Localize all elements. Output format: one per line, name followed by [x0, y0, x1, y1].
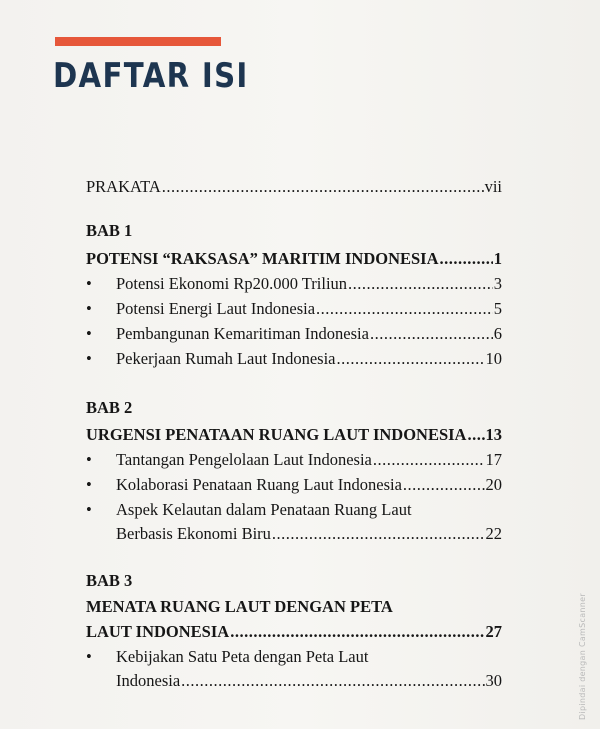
toc-entry-label-line2: Indonesia [116, 671, 181, 690]
chapter-page: 1 [493, 249, 502, 268]
chapter-title-bab-1[interactable] [86, 248, 502, 270]
chapter-title-text: URGENSI PENATAAN RUANG LAUT INDONESIA [86, 425, 467, 444]
dot-leader [373, 449, 485, 471]
toc-entry-page: vii [484, 177, 502, 196]
toc-entry-label: Pembangunan Kemaritiman Indonesia [116, 324, 369, 343]
dot-leader [316, 298, 493, 320]
toc-entry-page: 5 [493, 299, 502, 318]
toc-entry-label-line1[interactable]: Kebijakan Satu Peta dengan Peta Laut [116, 647, 369, 666]
dot-leader [272, 523, 485, 545]
bullet-icon: • [86, 349, 92, 368]
toc-entry-label: Tantangan Pengelolaan Laut Indonesia [116, 450, 372, 469]
toc-entry[interactable] [116, 323, 502, 345]
chapter-page: 27 [485, 622, 502, 641]
bullet-icon: • [86, 274, 92, 293]
dot-leader [230, 621, 484, 643]
dot-leader [440, 248, 493, 270]
toc-entry-label: Potensi Energi Laut Indonesia [116, 299, 316, 318]
bullet-icon: • [86, 500, 92, 519]
toc-entry-label: Pekerjaan Rumah Laut Indonesia [116, 349, 336, 368]
chapter-title-text: POTENSI “RAKSASA” MARITIM INDONESIA [86, 249, 439, 268]
toc-entry-label-line1[interactable]: Aspek Kelautan dalam Penataan Ruang Laut [116, 500, 412, 519]
toc-entry-label-line2: Berbasis Ekonomi Biru [116, 524, 271, 543]
chapter-title-bab-2[interactable] [86, 424, 502, 446]
table-of-contents [86, 0, 502, 729]
dot-leader [467, 424, 484, 446]
toc-entry-page: 3 [493, 274, 502, 293]
toc-entry[interactable] [116, 474, 502, 496]
toc-entry-label: Potensi Ekonomi Rp20.000 Triliun [116, 274, 348, 293]
page-title: DAFTAR ISI [53, 56, 249, 96]
bullet-icon: • [86, 647, 92, 666]
chapter-title-bab-3[interactable] [86, 621, 502, 643]
toc-entry-page: 6 [493, 324, 502, 343]
toc-entry[interactable] [116, 273, 502, 295]
chapter-label-bab-2: BAB 2 [86, 398, 133, 417]
toc-entry-page: 22 [485, 524, 502, 543]
chapter-label-bab-1: BAB 1 [86, 221, 133, 240]
toc-entry-prakata[interactable] [86, 176, 502, 198]
toc-entry-label: PRAKATA [86, 177, 161, 196]
bullet-icon: • [86, 324, 92, 343]
chapter-title-bab-3-line1[interactable]: MENATA RUANG LAUT DENGAN PETA [86, 597, 393, 616]
chapter-label-bab-3: BAB 3 [86, 571, 133, 590]
chapter-page: 13 [485, 425, 502, 444]
dot-leader [336, 348, 484, 370]
scanner-watermark [578, 593, 592, 720]
toc-entry-page: 20 [485, 475, 502, 494]
toc-entry[interactable] [116, 523, 502, 545]
toc-entry[interactable] [116, 449, 502, 471]
bullet-icon: • [86, 450, 92, 469]
bullet-icon: • [86, 299, 92, 318]
toc-entry[interactable] [116, 670, 502, 692]
bullet-icon: • [86, 475, 92, 494]
toc-entry[interactable] [116, 298, 502, 320]
dot-leader [348, 273, 493, 295]
toc-entry-page: 30 [485, 671, 502, 690]
toc-entry-label: Kolaborasi Penataan Ruang Laut Indonesia [116, 475, 402, 494]
dot-leader [403, 474, 485, 496]
dot-leader [181, 670, 484, 692]
dot-leader [162, 176, 484, 198]
toc-entry[interactable] [116, 348, 502, 370]
dot-leader [370, 323, 493, 345]
toc-entry-page: 10 [485, 349, 502, 368]
toc-entry-page: 17 [485, 450, 502, 469]
watermark-text: Dipindai dengan CamScanner [578, 593, 587, 720]
chapter-title-text: LAUT INDONESIA [86, 622, 230, 641]
